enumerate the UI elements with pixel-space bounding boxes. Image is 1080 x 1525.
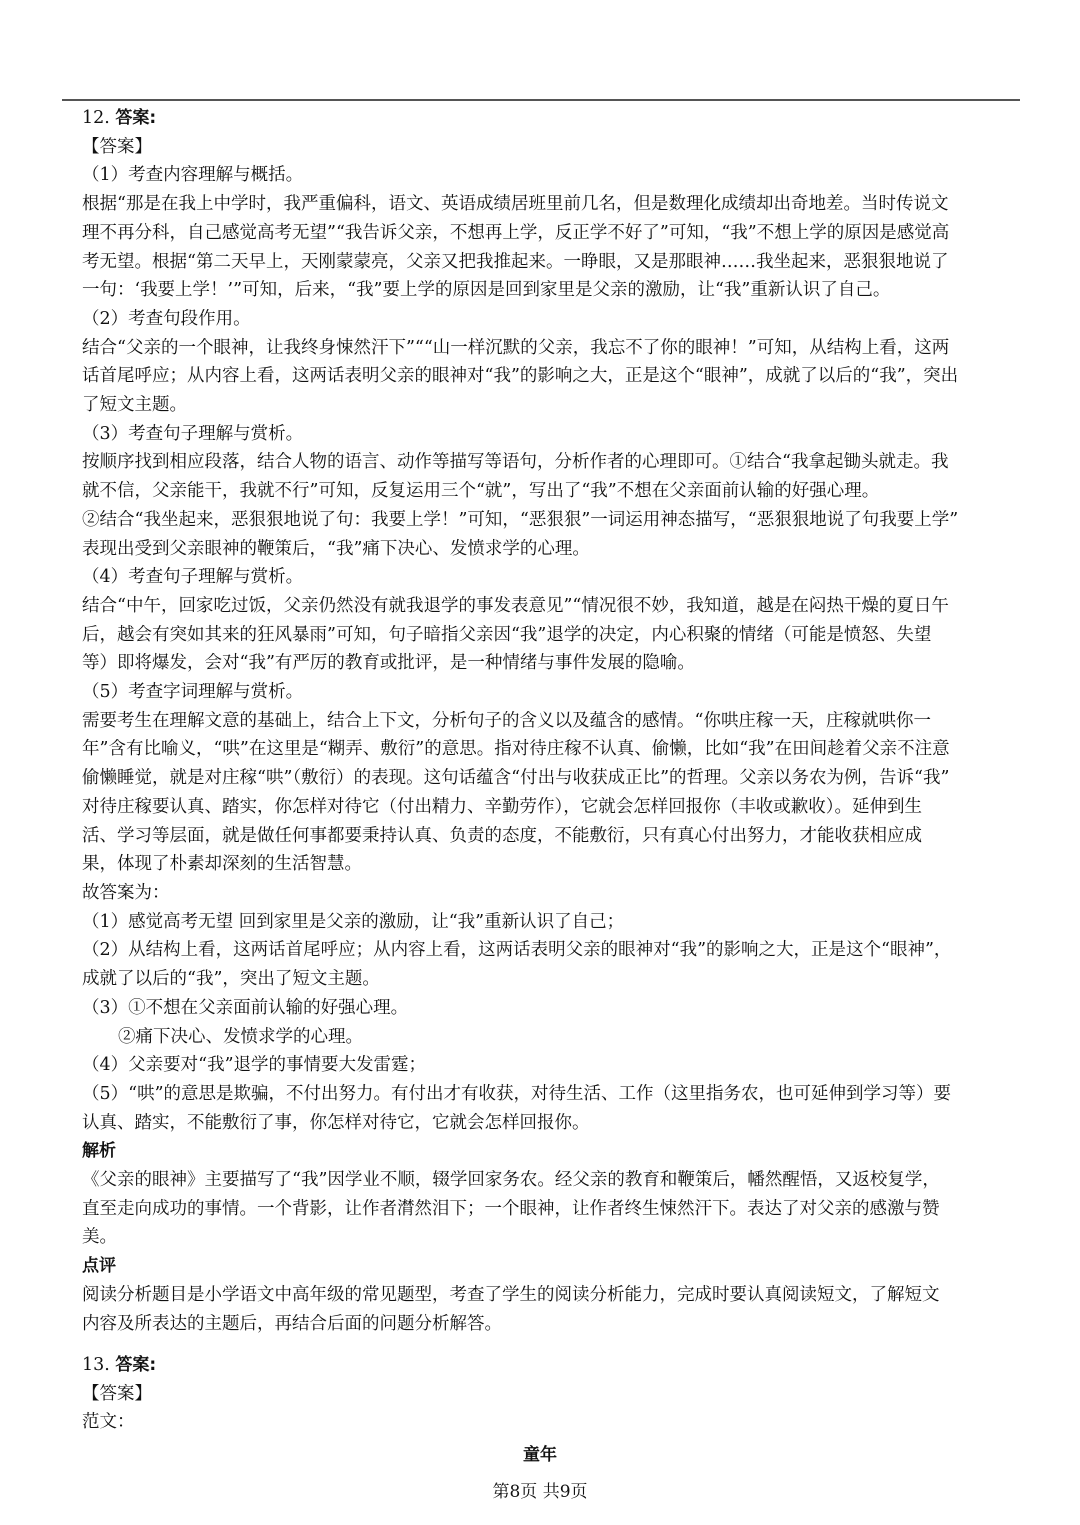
answer-tag: 【答案】: [82, 136, 152, 157]
answer-item: （3）①不想在父亲面前认输的好强心理。: [82, 997, 409, 1018]
answer-item-line: （5）“哄”的意思是欺骗，不付出努力。有付出才有收获，对待生活、工作（这里指务农，也可延伸到学习等）要: [82, 1083, 952, 1104]
paragraph-line: 后，越会有突如其来的狂风暴雨”可知，句子暗指父亲因“我”退学的决定，内心积聚的情绪（可能是愤怒、失望: [82, 624, 932, 645]
paragraph-line: 理不再分科，自己感觉高考无望”“我告诉父亲，不想再上学，反正学不好了”可知，“我”不想上学的原因是感觉高: [82, 222, 950, 243]
answer-item-line: （2）从结构上看，这两话首尾呼应；从内容上看，这两话表明父亲的眼神对“我”的影响之大，正是这个“眼神”，: [82, 940, 952, 961]
answer-item-line: 认真、踏实，不能敷衍了事，你怎样对待它，它就会怎样回报你。: [82, 1112, 590, 1133]
paragraph-line: 就不信，父亲能干，我就不行”可知，反复运用三个“就”，写出了“我”不想在父亲面前认输的好强心理。: [82, 481, 880, 502]
answer-item: ②痛下决心、发愤求学的心理。: [118, 1026, 363, 1047]
paragraph-line: 结合“父亲的一个眼神，让我终身悚然汗下”““山一样沉默的父亲，我忘不了你的眼神！”可知，从结构上看，这两: [82, 337, 950, 358]
q12-heading: 答案:: [115, 108, 157, 128]
paragraph-line: 需要考生在理解文意的基础上，结合上下文，分析句子的含义以及蕴含的感情。“你哄庄稼一天，庄稼就哄你一: [82, 710, 931, 731]
paragraph-line: 结合“中午，回家吃过饭，父亲仍然没有就我退学的事发表意见”“情况很不妙，我知道，越是在闷热干燥的夏日午: [82, 595, 949, 616]
analysis-line: 美。: [82, 1227, 117, 1248]
q13-number: 13.: [82, 1355, 110, 1375]
paragraph-line: 一句：‘我要上学！’”可知，后来，“我”要上学的原因是回到家里是父亲的激励，让“我”重新认识了自己。: [82, 280, 891, 301]
paragraph-line: 表现出受到父亲眼神的鞭策后，“我”痛下决心、发愤求学的心理。: [82, 538, 590, 559]
section-title: （4）考查句子理解与赏析。: [82, 567, 304, 588]
analysis-line: 直至走向成功的事情。一个背影，让作者潸然泪下；一个眼神，让作者终生悚然汗下。表达了对父亲的感激与赞: [82, 1198, 940, 1219]
answer-item: （1）感觉高考无望 回到家里是父亲的激励，让“我”重新认识了自己；: [82, 911, 625, 932]
section-title: （3）考查句子理解与赏析。: [82, 423, 304, 444]
comment-line: 阅读分析题目是小学语文中高年级的常见题型，考查了学生的阅读分析能力，完成时要认真阅读短文，了解短文: [82, 1284, 940, 1305]
q13-heading: 答案:: [115, 1355, 157, 1375]
paragraph-line: 活、学习等层面，就是做任何事都要秉持认真、负责的态度，不能敷衍，只有真心付出努力，才能收获相应成: [82, 825, 922, 846]
comment-heading: 点评: [82, 1256, 116, 1277]
q12-number: 12.: [82, 108, 110, 128]
header-rule: [62, 99, 1020, 101]
paragraph-line: 偷懒睡觉，就是对庄稼“哄”（敷衍）的表现。这句话蕴含“付出与收获成正比”的哲理。父亲以务农为例，告诉“我”: [82, 768, 950, 789]
comment-line: 内容及所表达的主题后，再结合后面的问题分析解答。: [82, 1313, 502, 1334]
paragraph-line: 考无望。根据“第二天早上，天刚蒙蒙亮，父亲又把我推起来。一睁眼，又是那眼神……我坐起来，恶狠狠地说了: [82, 251, 949, 272]
analysis-line: 《父亲的眼神》主要描写了“我”因学业不顺，辍学回家务农。经父亲的教育和鞭策后，幡然醒悟，又返校复学，: [82, 1170, 940, 1191]
summary-intro: 故答案为：: [82, 882, 170, 903]
section-title: （5）考查字词理解与赏析。: [82, 682, 304, 703]
paragraph-line: 等）即将爆发，会对“我”有严厉的教育或批评，是一种情绪与事件发展的隐喻。: [82, 653, 695, 674]
essay-title: 童年: [523, 1445, 557, 1465]
answer-item: （4）父亲要对“我”退学的事情要大发雷霆；: [82, 1055, 427, 1076]
paragraph-line: 年”含有比喻义，“哄”在这里是“糊弄、敷衍”的意思。指对待庄稼不认真、偷懒，比如“我”在田间趁着父亲不注意: [82, 739, 950, 760]
page-footer: 第8页 共9页: [492, 1482, 588, 1502]
paragraph-line: 对待庄稼要认真、踏实，你怎样对待它（付出精力、辛勤劳作），它就会怎样回报你（丰收或歉收）。延伸到生: [82, 796, 922, 817]
paragraph-line: 果，体现了朴素却深刻的生活智慧。: [82, 854, 362, 875]
answer-item-line: 成就了以后的“我”，突出了短文主题。: [82, 969, 380, 990]
section-title: （1）考查内容理解与概括。: [82, 165, 304, 186]
paragraph-line: 按顺序找到相应段落，结合人物的语言、动作等描写等语句，分析作者的心理即可。①结合“我拿起锄头就走。我: [82, 452, 949, 473]
q12-header: [82, 104, 1038, 133]
analysis-heading: 解析: [82, 1141, 116, 1162]
q13-answer-tag: 【答案】: [82, 1383, 152, 1404]
question-12: [82, 104, 1038, 1338]
question-13: [82, 1351, 1038, 1437]
paragraph-line: 话首尾呼应；从内容上看，这两话表明父亲的眼神对“我”的影响之大，正是这个“眼神”，成就了以后的“我”，突出: [82, 366, 959, 387]
paragraph-line: 根据“那是在我上中学时，我严重偏科，语文、英语成绩居班里前几名，但是数理化成绩却出奇地差。当时传说文: [82, 194, 949, 215]
section-title: （2）考查句段作用。: [82, 308, 251, 329]
paragraph-line: ②结合“我坐起来，恶狠狠地说了句：我要上学！”可知，“恶狠狠”一词运用神态描写，“恶狠狠地说了句我要上学”: [82, 509, 959, 530]
q13-sample-label: 范文：: [82, 1412, 135, 1433]
paragraph-line: 了短文主题。: [82, 395, 187, 416]
